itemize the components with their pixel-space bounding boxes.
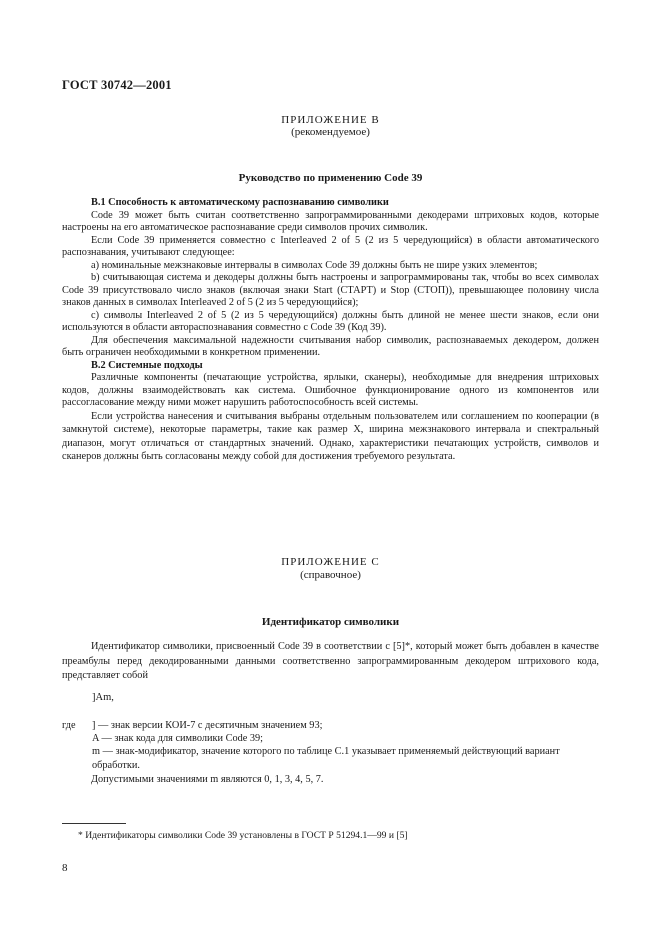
where-label: где — [62, 720, 76, 731]
paragraph: Code 39 может быть считан соответственно запрограммированными декодерами штриховых кодов, которые настроены на его автоматическое распознавание среди символов прочих символик. — [62, 209, 599, 233]
paragraph: Идентификатор символики, присвоенный Code 39 в соответствии с [5]*, который может быть добавлен в качестве преамбулы перед декодированными данными соответственно запрограммированным декодером штрихового кода, представляет собой — [62, 641, 599, 681]
paragraph: Если устройства нанесения и считывания выбраны отдельным пользователем или соглашением по кооперации (в замкнутой системе), некоторые параметры, такие как размер X, ширина межзнакового интервала и спектральный диапазон, могут отличаться от стандартных значений. Однако, характеристики печатающих устройств, символов и сканеров должны быть согласованы между собой для достижения требуемого результата. — [62, 410, 599, 463]
paragraph: Допустимыми значениями m являются 0, 1, 3, 4, 5, 7. — [91, 773, 324, 785]
paragraph: Если Code 39 применяется совместно с Interleaved 2 of 5 (2 из 5 чередующийся) в области автоматического распознавания, учитывают следующее: — [62, 234, 599, 258]
list-item: c) символы Interleaved 2 of 5 (2 из 5 чередующийся) должны быть длиной не менее шести знаков, если они используются в области автораспознавания совместно с Code 39 (Код 39). — [62, 309, 599, 333]
legend-item — [62, 745, 599, 771]
subsection-b2-title: В.2 Системные подходы — [91, 359, 203, 371]
footnote: * Идентификаторы символики Code 39 установлены в ГОСТ Р 51294.1—99 и [5] — [78, 830, 408, 841]
appendix-c-status: (справочное) — [300, 569, 361, 581]
legend-item: A — знак кода для символики Code 39; — [92, 733, 264, 745]
appendix-c-title: ПРИЛОЖЕНИЕ С — [281, 556, 380, 568]
subsection-b1-title: В.1 Способность к автоматическому распознаванию символики — [91, 197, 389, 208]
appendix-b-status: (рекомендуемое) — [291, 126, 370, 138]
legend-row — [62, 719, 599, 732]
formula-legend — [62, 719, 599, 786]
formula: ]Am, — [92, 692, 114, 703]
appendix-b-title: ПРИЛОЖЕНИЕ В — [281, 114, 380, 126]
appendix-b-heading: Руководство по применению Code 39 — [238, 172, 423, 184]
legend-item: ] — знак версии КОИ-7 с десятичным значением 93; — [92, 720, 323, 731]
legend-item-text: m — знак-модификатор, значение которого по таблице С.1 указывает применяемый действующий вариант обработки. — [92, 746, 560, 771]
appendix-c-body — [62, 640, 599, 684]
page-number: 8 — [62, 862, 68, 874]
appendix-c-heading: Идентификатор символики — [261, 616, 400, 628]
footnote-separator — [62, 823, 126, 824]
appendix-b-body — [62, 197, 599, 464]
paragraph: Для обеспечения максимальной надежности считывания набор символик, распознаваемых декодером, должен быть ограничен необходимыми в конкретном применении. — [62, 334, 599, 358]
paragraph: Различные компоненты (печатающие устройства, ярлыки, сканеры), необходимые для внедрения штриховых кодов, должны взаимодействовать как система. Ошибочное функционирование одного из компонентов или рассогласование между ними может нарушить работоспособность всей системы. — [62, 372, 599, 408]
list-item: b) считывающая система и декодеры должны быть настроены и запрограммированы так, чтобы во всех символах Code 39 присутствовало число знаков (включая знаки Start (СТАРТ) и Stop (СТОП)), превышающее половину числа знаков данных в символах Interleaved 2 of 5 (2 из 5 чередующийся); — [62, 272, 599, 308]
document-code: ГОСТ 30742—2001 — [62, 78, 172, 92]
list-item: а) номинальные межзнаковые интервалы в символах Code 39 должны быть не шире узких элементов; — [91, 259, 538, 271]
